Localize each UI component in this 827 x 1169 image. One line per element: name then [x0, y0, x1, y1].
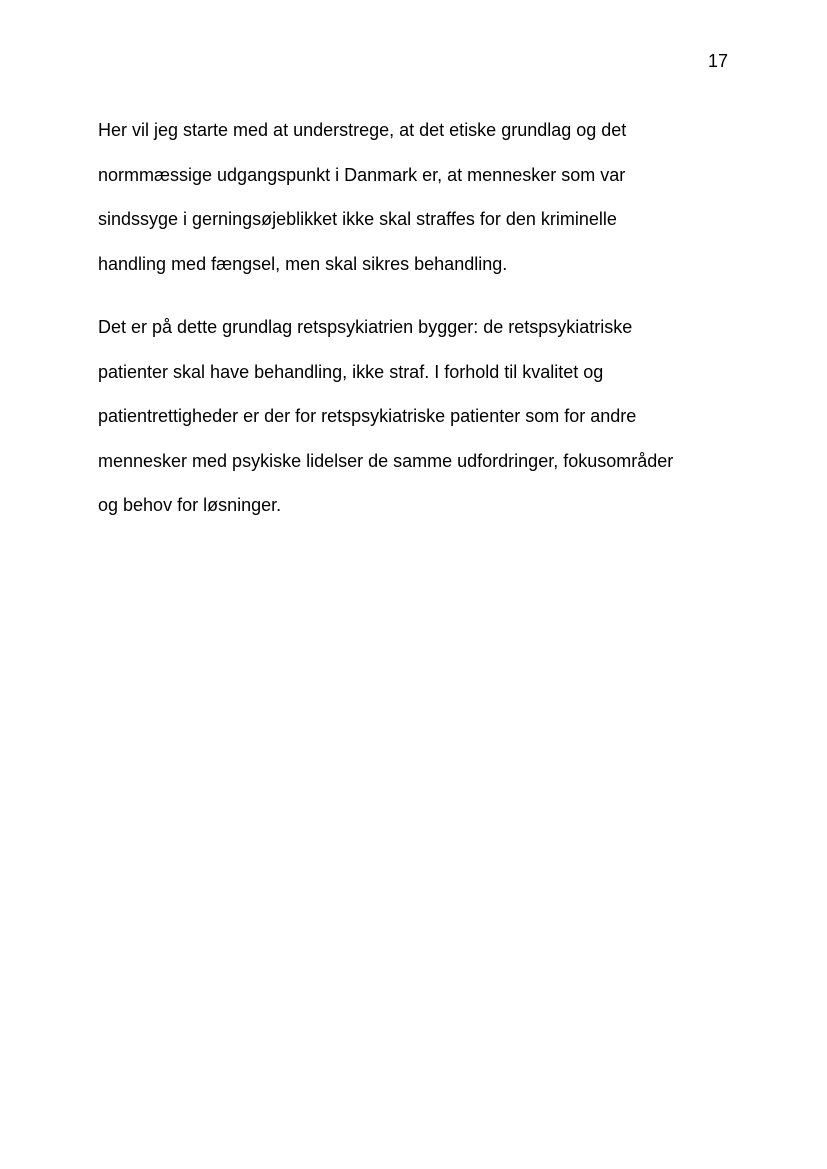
paragraph-line: handling med fængsel, men skal sikres behandling.	[98, 254, 508, 274]
page-number: 17	[707, 51, 728, 71]
paragraph-line: sindssyge i gerningsøjeblikket ikke skal straffes for den kriminelle	[98, 209, 617, 229]
paragraph-line: Det er på dette grundlag retspsykiatrien bygger: de retspsykiatriske	[98, 317, 633, 337]
paragraph-line: Her vil jeg starte med at understrege, at det etiske grundlag og det	[98, 120, 627, 140]
paragraph-line: mennesker med psykiske lidelser de samme udfordringer, fokusområder	[98, 451, 674, 471]
paragraph-line: patientrettigheder er der for retspsykiatriske patienter som for andre	[98, 406, 637, 426]
paragraph-line: normmæssige udgangspunkt i Danmark er, at mennesker som var	[98, 165, 626, 185]
paragraph-line: patienter skal have behandling, ikke straf. I forhold til kvalitet og	[98, 362, 604, 382]
paragraph-line: og behov for løsninger.	[98, 495, 282, 515]
